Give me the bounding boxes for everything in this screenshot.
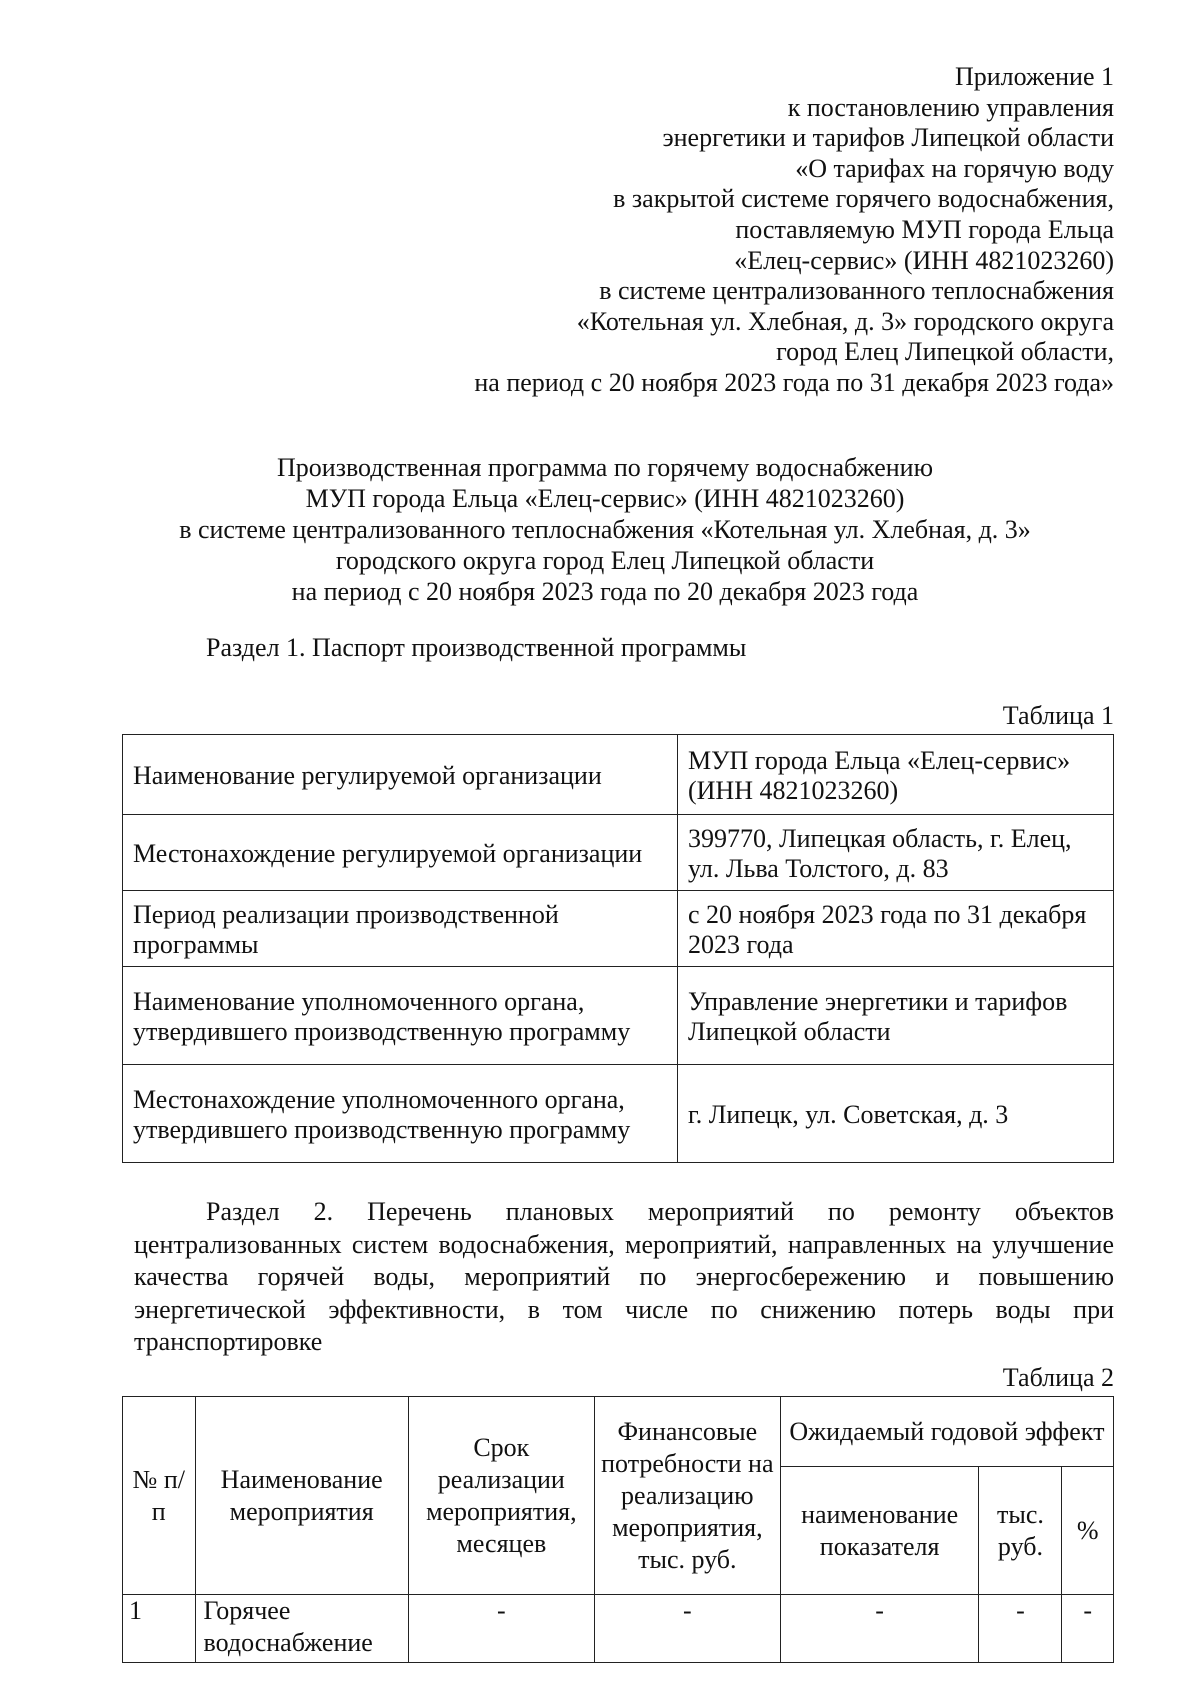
program-title — [90, 452, 1120, 607]
cell-finance: - — [594, 1595, 780, 1663]
program-title-line: на период с 20 ноября 2023 года по 20 декабря 2023 года — [291, 577, 919, 606]
appendix-line: Приложение 1 — [954, 62, 1114, 91]
table-row — [123, 1065, 1114, 1163]
program-title-line: МУП города Ельца «Елец-сервис» (ИНН 4821023260) — [305, 484, 905, 513]
section2-rest: централизованных систем водоснабжения, мероприятий, направленных на улучшение качества горячей воды, мероприятий по энергосбережению и повышению энергетической эффективности, в том числе по снижению потерь воды при транспортировке — [134, 1229, 1114, 1356]
appendix-line: «О тарифах на горячую воду — [795, 153, 1114, 183]
cell-rub: - — [979, 1595, 1062, 1663]
table-row — [123, 735, 1114, 815]
cell-indicator: - — [780, 1595, 979, 1663]
section2-title — [134, 1196, 1114, 1359]
table-cell-value: Управление энергетики и тарифов Липецкой области — [678, 967, 1114, 1065]
header-finance: Финансовые потребности на реализацию мероприятия, тыс. руб. — [594, 1397, 780, 1595]
header-num: № п/п — [123, 1397, 196, 1595]
program-title-line: городского округа город Елец Липецкой области — [335, 546, 875, 575]
appendix-line: «Елец-сервис» (ИНН 4821023260) — [734, 245, 1114, 275]
table-row — [123, 815, 1114, 891]
table-cell-label: Наименование регулируемой организации — [123, 735, 678, 815]
table-cell-label: Местонахождение регулируемой организации — [123, 815, 678, 891]
measures-table — [122, 1396, 1114, 1663]
cell-percent: - — [1062, 1595, 1114, 1663]
table-cell-label: Период реализации производственной программы — [123, 891, 678, 967]
table-row — [123, 967, 1114, 1065]
table-row — [123, 1595, 1114, 1663]
header-name: Наименование мероприятия — [195, 1397, 408, 1595]
table-cell-value: 399770, Липецкая область, г. Елец, ул. Льва Толстого, д. 83 — [678, 815, 1114, 891]
program-title-line: в системе централизованного теплоснабжения «Котельная ул. Хлебная, д. 3» — [179, 515, 1031, 544]
appendix-header — [294, 62, 1114, 399]
appendix-line: в закрытой системе горячего водоснабжения, — [613, 184, 1114, 214]
header-term: Срок реализации мероприятия, месяцев — [408, 1397, 594, 1595]
header-indicator: наименование показателя — [780, 1467, 979, 1595]
table1-caption: Таблица 1 — [1002, 701, 1114, 730]
appendix-line: «Котельная ул. Хлебная, д. 3» городского округа — [576, 306, 1114, 336]
table-header-row — [123, 1397, 1114, 1467]
appendix-line: в системе централизованного теплоснабжения — [599, 276, 1114, 306]
header-percent: % — [1062, 1467, 1114, 1595]
table-cell-value: МУП города Ельца «Елец-сервис» (ИНН 4821023260) — [678, 735, 1114, 815]
cell-num: 1 — [123, 1595, 196, 1663]
table-cell-value: г. Липецк, ул. Советская, д. 3 — [678, 1065, 1114, 1163]
appendix-line: к постановлению управления — [787, 92, 1114, 122]
section1-title: Раздел 1. Паспорт производственной программы — [206, 633, 747, 662]
table-cell-label: Наименование уполномоченного органа, утвердившего производственную программу — [123, 967, 678, 1065]
appendix-line: энергетики и тарифов Липецкой области — [662, 123, 1114, 153]
passport-table — [122, 734, 1114, 1163]
table2-caption: Таблица 2 — [1002, 1363, 1114, 1392]
appendix-line: на период с 20 ноября 2023 года по 31 декабря 2023 года» — [474, 367, 1114, 397]
cell-term: - — [408, 1595, 594, 1663]
cell-name: Горячее водоснабжение — [195, 1595, 408, 1663]
table-cell-label: Местонахождение уполномоченного органа, утвердившего производственную программу — [123, 1065, 678, 1163]
header-effect: Ожидаемый годовой эффект — [780, 1397, 1113, 1467]
table-row — [123, 891, 1114, 967]
appendix-line: поставляемую МУП города Ельца — [735, 214, 1114, 244]
section2-first-line: Раздел 2. Перечень плановых мероприятий по ремонту объектов — [206, 1197, 1114, 1226]
header-rub: тыс. руб. — [979, 1467, 1062, 1595]
table-cell-value: с 20 ноября 2023 года по 31 декабря 2023 года — [678, 891, 1114, 967]
program-title-line: Производственная программа по горячему водоснабжению — [277, 453, 933, 482]
appendix-line: город Елец Липецкой области, — [776, 337, 1114, 367]
